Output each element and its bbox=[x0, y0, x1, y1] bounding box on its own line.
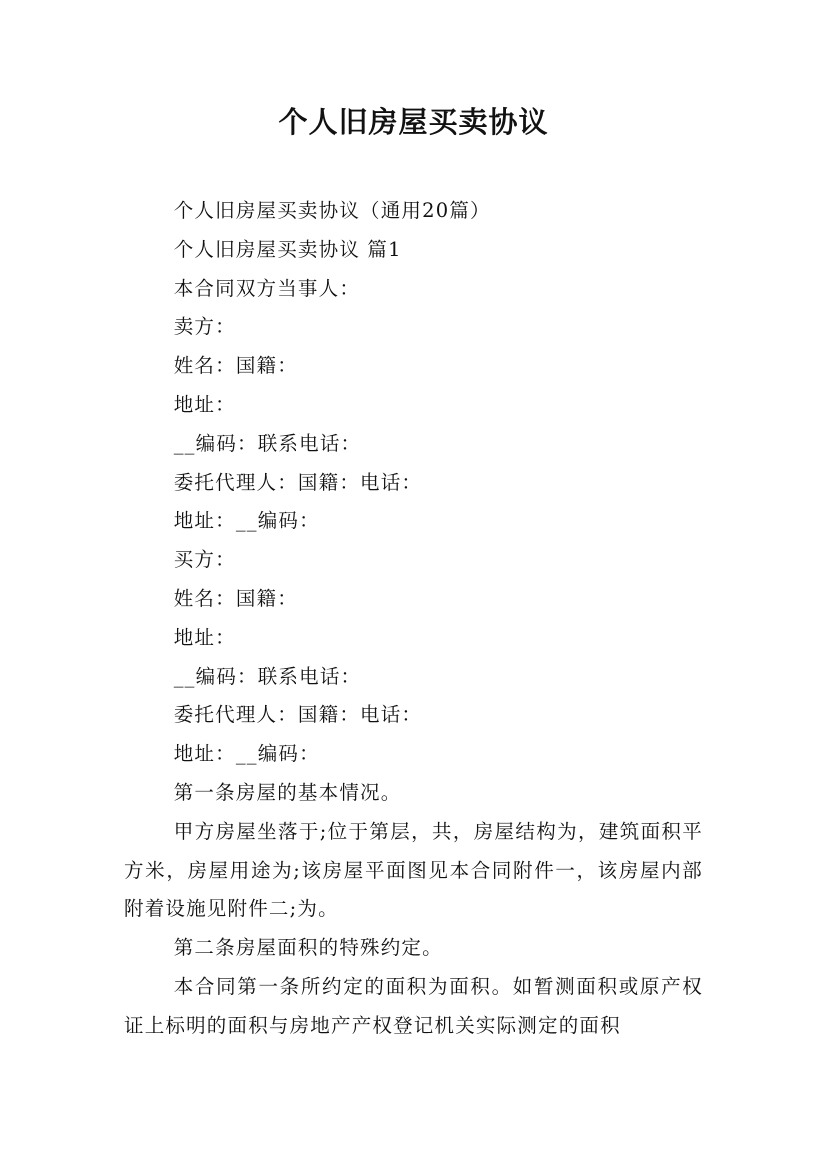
paragraph-buyer-name: 姓名：国籍： bbox=[173, 586, 298, 610]
paragraph-article-1-heading: 第一条房屋的基本情况。 bbox=[173, 780, 402, 804]
document-body bbox=[124, 192, 703, 1046]
document-title: 个人旧房屋买卖协议 bbox=[278, 105, 549, 139]
paragraph-subtitle: 个人旧房屋买卖协议（通用20篇） bbox=[173, 199, 491, 222]
paragraph-seller-address: 地址： bbox=[173, 392, 236, 416]
paragraph-buyer-address: 地址： bbox=[173, 625, 236, 649]
paragraph-parties-intro: 本合同双方当事人： bbox=[173, 276, 361, 300]
paragraph-buyer-agent-address: 地址：__编码： bbox=[173, 742, 320, 766]
paragraph-seller-agent: 委托代理人：国籍：电话： bbox=[173, 470, 423, 494]
paragraph-seller-name: 姓名：国籍： bbox=[173, 354, 298, 378]
paragraph-article-1-body: 甲方房屋坐落于;位于第层，共，房屋结构为，建筑面积平方米，房屋用途为;该房屋平面图见本合同附件一，该房屋内部附着设施见附件二;为。 bbox=[124, 819, 703, 921]
paragraph-seller-postcode: __编码：联系电话： bbox=[173, 431, 362, 455]
paragraph-section-heading: 个人旧房屋买卖协议 篇1 bbox=[173, 237, 402, 261]
paragraph-buyer-agent: 委托代理人：国籍：电话： bbox=[173, 703, 423, 727]
paragraph-seller-label: 卖方： bbox=[173, 315, 236, 339]
paragraph-article-2-body: 本合同第一条所约定的面积为面积。如暂测面积或原产权证上标明的面积与房地产产权登记机关实际测定的面积 bbox=[124, 974, 703, 1037]
paragraph-article-2-heading: 第二条房屋面积的特殊约定。 bbox=[173, 936, 443, 960]
paragraph-seller-agent-address: 地址：__编码： bbox=[173, 509, 320, 533]
paragraph-buyer-label: 买方： bbox=[173, 548, 236, 572]
paragraph-buyer-postcode: __编码：联系电话： bbox=[173, 664, 362, 688]
